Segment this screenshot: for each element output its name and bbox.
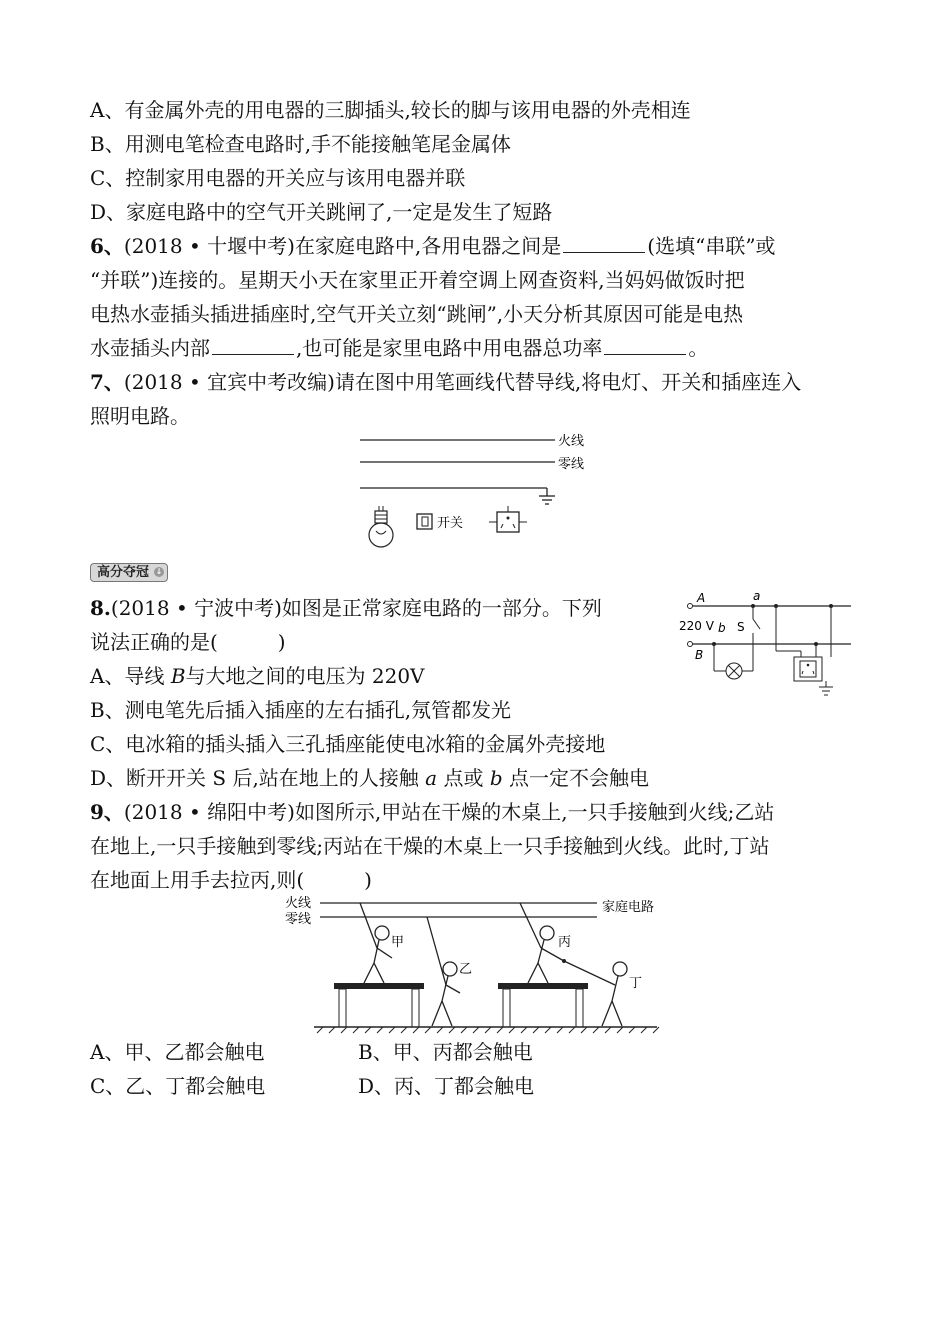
q9-source: (2018 • 绵阳中考)	[123, 800, 295, 824]
household-circuit-label: 家庭电路	[602, 900, 655, 915]
q5-option-a: A、有金属外壳的用电器的三脚插头,较长的脚与该用电器的外壳相连	[90, 98, 691, 122]
label-jia: 甲	[391, 935, 405, 950]
q8-option-b: B、测电笔先后插入插座的左右插孔,氖管都发光	[90, 698, 512, 722]
person-yi-icon	[427, 917, 460, 1026]
badge-arrow-icon: ↓	[155, 567, 163, 576]
label-ding: 丁	[629, 976, 643, 991]
label-bing: 丙	[558, 935, 572, 950]
q5-option-b: B、用测电笔检查电路时,手不能接触笔尾金属体	[90, 132, 512, 156]
q8-var: b	[489, 766, 503, 790]
lamp-icon	[726, 663, 742, 679]
q6-text: (选填“串联”或	[647, 234, 776, 258]
q7-line-2: 照明电路。	[90, 404, 190, 428]
q8-line-2: 说法正确的是( )	[90, 630, 286, 654]
q6-number: 6、	[90, 234, 124, 258]
q8-text: A、导线	[90, 664, 171, 688]
person-jia-icon	[360, 903, 392, 983]
q9-option-c: C、乙、丁都会触电	[90, 1074, 266, 1098]
q8-var: B	[170, 664, 186, 688]
q9-option-d: D、丙、丁都会触电	[358, 1074, 535, 1098]
section-badge	[90, 563, 168, 582]
person-ding-icon	[564, 961, 627, 1026]
q6-text: ,也可能是家里电路中用电器总功率	[296, 336, 603, 360]
answer-blank[interactable]	[563, 234, 645, 253]
neutral-wire-label: 零线	[558, 457, 585, 472]
q9-line-1	[90, 799, 774, 825]
q8-text: 如图是正常家庭电路的一部分。下列	[281, 596, 602, 620]
q8-option-c: C、电冰箱的插头插入三孔插座能使电冰箱的金属外壳接地	[90, 732, 606, 756]
q9-option-a: A、甲、乙都会触电	[90, 1040, 265, 1064]
three-hole-socket-icon	[794, 657, 822, 681]
q6-source: (2018 • 十堰中考)	[123, 234, 295, 258]
q8-number: 8.	[90, 596, 111, 620]
q7-source: (2018 • 宜宾中考改编)	[123, 370, 335, 394]
ground-icon	[819, 681, 833, 695]
switch-label: 开关	[437, 516, 464, 531]
q6-text: 在家庭电路中,各用电器之间是	[294, 234, 562, 258]
q8-option-a	[90, 663, 425, 689]
q6-text: 。	[688, 336, 709, 360]
answer-blank[interactable]	[212, 336, 294, 355]
q9-option-b: B、甲、丙都会触电	[358, 1040, 533, 1064]
q5-option-d: D、家庭电路中的空气开关跳闸了,一定是发生了短路	[90, 200, 553, 224]
ground-icon	[539, 488, 555, 504]
voltage-label: 220 V	[679, 619, 714, 633]
q6-line-4	[90, 335, 708, 361]
q9-figure	[282, 893, 672, 1038]
node-b-label: b	[718, 621, 726, 635]
q7-number: 7、	[90, 370, 124, 394]
q7-text: 请在图中用笔画线代替导线,将电灯、开关和插座连入	[334, 370, 802, 394]
q5-option-c: C、控制家用电器的开关应与该用电器并联	[90, 166, 466, 190]
q7-circuit-figure	[355, 428, 605, 553]
q8-text: 与大地之间的电压为 220V	[185, 664, 425, 688]
switch-S-label: S	[737, 620, 745, 634]
node-a-label: a	[753, 589, 761, 603]
neutral-wire-label: 零线	[285, 912, 312, 927]
q8-source: (2018 • 宁波中考)	[110, 596, 282, 620]
q8-line-1	[90, 595, 602, 621]
node-A-label: A	[697, 591, 706, 605]
q8-circuit-figure	[676, 589, 856, 701]
q8-text: 点一定不会触电	[502, 766, 649, 790]
answer-blank[interactable]	[604, 336, 686, 355]
q9-line-2: 在地上,一只手接触到零线;丙站在干燥的木桌上一只手接触到火线。此时,丁站	[90, 834, 770, 858]
socket-icon	[489, 506, 527, 532]
wooden-table	[334, 983, 424, 1027]
q8-text: D、断开开关 S 后,站在地上的人接触	[90, 766, 426, 790]
q6-line-1	[90, 233, 776, 259]
live-wire-label: 火线	[285, 896, 312, 911]
wooden-table	[498, 983, 588, 1027]
label-yi: 乙	[459, 962, 473, 977]
node-B-label: B	[695, 648, 704, 662]
q6-line-3: 电热水壶插头插进插座时,空气开关立刻“跳闸”,小天分析其原因可能是电热	[90, 302, 744, 326]
q6-line-2: “并联”)连接的。星期天小天在家里正开着空调上网查资料,当妈妈做饭时把	[90, 268, 745, 292]
q7-line-1	[90, 369, 801, 395]
section-badge-label: 高分夺冠	[97, 565, 150, 580]
q9-number: 9、	[90, 800, 124, 824]
bulb-icon	[369, 506, 393, 547]
q8-var: a	[425, 766, 438, 790]
q6-text: 水壶插头内部	[90, 336, 210, 360]
live-wire-label: 火线	[558, 434, 585, 449]
q8-option-d	[90, 765, 649, 791]
q9-text: 如图所示,甲站在干燥的木桌上,一只手接触到火线;乙站	[294, 800, 775, 824]
switch-icon	[417, 514, 432, 529]
q9-line-3: 在地面上用手去拉丙,则( )	[90, 868, 372, 892]
q8-text: 点或	[437, 766, 490, 790]
